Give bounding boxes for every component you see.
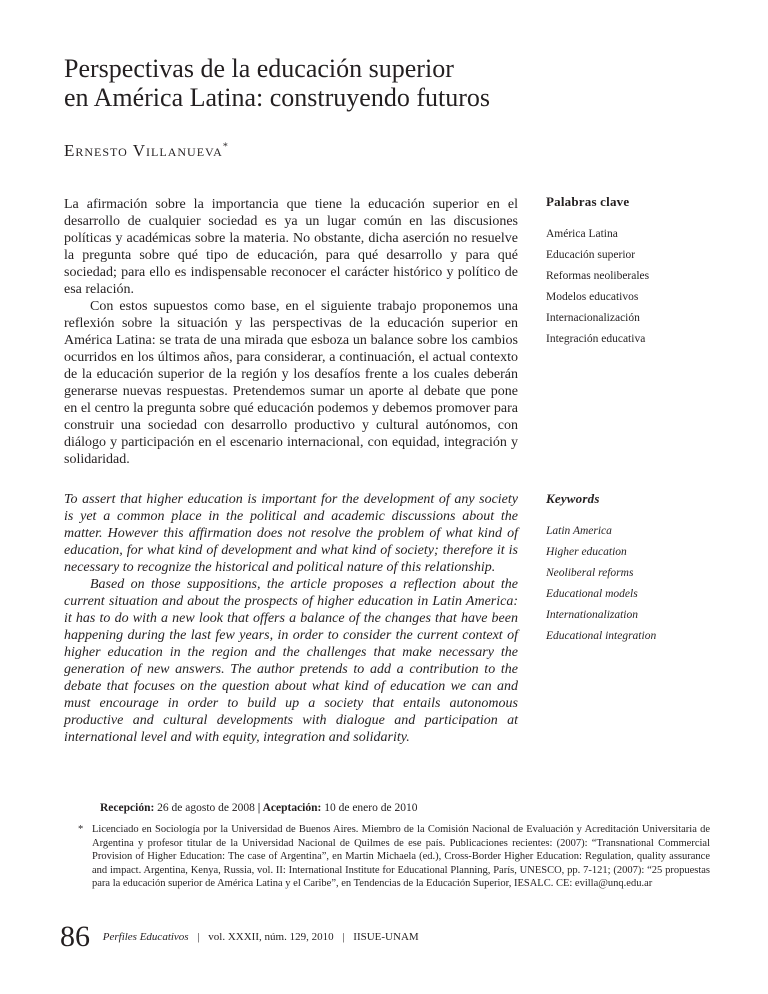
keywords-spanish (546, 194, 726, 350)
keyword-item: América Latina (546, 228, 618, 240)
author-footnote-mark[interactable]: * (222, 141, 229, 153)
title-line-2: en América Latina: construyendo futuros (64, 83, 490, 112)
footnote-mark: * (78, 824, 84, 835)
accepted-label: Aceptación: (262, 802, 322, 814)
keyword-item: Internationalization (546, 609, 638, 621)
abstract-es-paragraph-1: La afirmación sobre la importancia que tiene la educación superior en el desarrollo de cualquier sociedad es ya un lugar común en las discusiones políticas y académicas sobre la materia. No obstante, dicha aserción no resuelve la pregunta sobre qué tipo de educación, para qué desarrollo y para qué sociedad; para ello es indispensable reconocer el carácter histórico y político de esa relación. (64, 197, 518, 297)
journal-name: Perfiles Educativos (102, 931, 189, 943)
author-name: Ernesto Villanueva (64, 141, 223, 160)
footer-separator: | (342, 931, 345, 943)
abstract-es-paragraph-2: Con estos supuestos como base, en el siguiente trabajo proponemos una reflexión sobre la situación y las perspectivas de la educación superior en América Latina: se trata de una mirada que esboza un balance sobre los cambios ocurridos en los últimos años, para considerar, a continuación, el actual contexto de la educación superior de la región y los desafíos frente a los cuales deberán generarse nuevas respuestas. Pretendemos sumar un aporte al debate que pone en el centro la pregunta sobre qué educación podemos y debemos promover para construir una sociedad con desarrollo productivo y cultural autónomos, con diálogo y participación en el escenario internacional, con equidad, integración y solidaridad. (64, 299, 518, 467)
keyword-item: Higher education (546, 546, 627, 558)
keywords-english (546, 491, 726, 647)
received-date: 26 de agosto de 2008 (157, 802, 255, 814)
reception-separator: | (257, 802, 261, 814)
keywords-en-list (546, 521, 726, 647)
keyword-item: Educación superior (546, 249, 636, 261)
keyword-item: Reformas neoliberales (546, 270, 650, 282)
author-byline (64, 141, 229, 161)
reception-dates (100, 802, 417, 814)
abstract-en-paragraph-2: Based on those suppositions, the article proposes a reflection about the current situation and about the prospects of higher education in Latin America: it has to do with a new look that offers a balance of the changes that have been happening during the last few years, in order to consider the current context of higher education in the region and the challenges that make necessary the generation of new answers. The author pretends to add a contribution to the debate that focuses on the question about what kind of education we can and must encourage in order to build up a society that entails autonomous productive and cultural developments with dialogue and participation at international level and with equity, integration and solidarity. (64, 577, 518, 745)
keywords-en-heading: Keywords (546, 491, 600, 506)
keyword-item: Educational integration (546, 630, 657, 642)
accepted-date: 10 de enero de 2010 (324, 802, 418, 814)
journal-volume: vol. XXXII, núm. 129, 2010 (208, 931, 334, 943)
keyword-item: Integración educativa (546, 333, 646, 345)
title-line-1: Perspectivas de la educación superior (64, 54, 454, 83)
keywords-es-list (546, 224, 726, 350)
abstract-english (64, 491, 518, 746)
author-footnote (78, 823, 710, 891)
abstract-en-paragraph-1: To assert that higher education is important for the development of any society is yet a common place in the political and academic discussions about the matter. However this affirmation does not resolve the problem of what kind of education, for what kind of development and what kind of society; therefore it is necessary to recognize the historical and political nature of this relationship. (64, 492, 518, 575)
page-footer (60, 920, 419, 954)
keyword-item: Latin America (546, 525, 612, 537)
page-number: 86 (60, 920, 90, 953)
article-title (64, 54, 664, 112)
abstract-spanish (64, 196, 518, 468)
keyword-item: Educational models (546, 588, 638, 600)
keyword-item: Modelos educativos (546, 291, 639, 303)
received-label: Recepción: (100, 802, 155, 814)
keyword-item: Neoliberal reforms (546, 567, 634, 579)
footer-separator: | (197, 931, 200, 943)
publisher-name: IISUE-UNAM (353, 931, 419, 943)
keyword-item: Internacionalización (546, 312, 640, 324)
keywords-es-heading: Palabras clave (546, 194, 630, 209)
footnote-text: Licenciado en Sociología por la Universidad de Buenos Aires. Miembro de la Comisión Nacional de Evaluación y Acreditación Universitaria de Argentina y profesor titular de la Universidad Nacional de Quilmes de ese país. Publicaciones recientes: (2007): “Transnational Commercial Provision of Higher Education: The case of Argentina”, en Martin Michaela (ed.), Cross-Border Higher Education: Regulation, quality assurance and impact. Argentina, Kenya, Russia, vol. II: International Institute for Educational Planning, París, UNESCO, pp. 7-121; (2007): “25 propuestas para la educación superior de América Latina y el Caribe”, en Tendencias de la Educación Superior, IESALC. CE: evilla@unq.edu.ar (92, 824, 710, 889)
